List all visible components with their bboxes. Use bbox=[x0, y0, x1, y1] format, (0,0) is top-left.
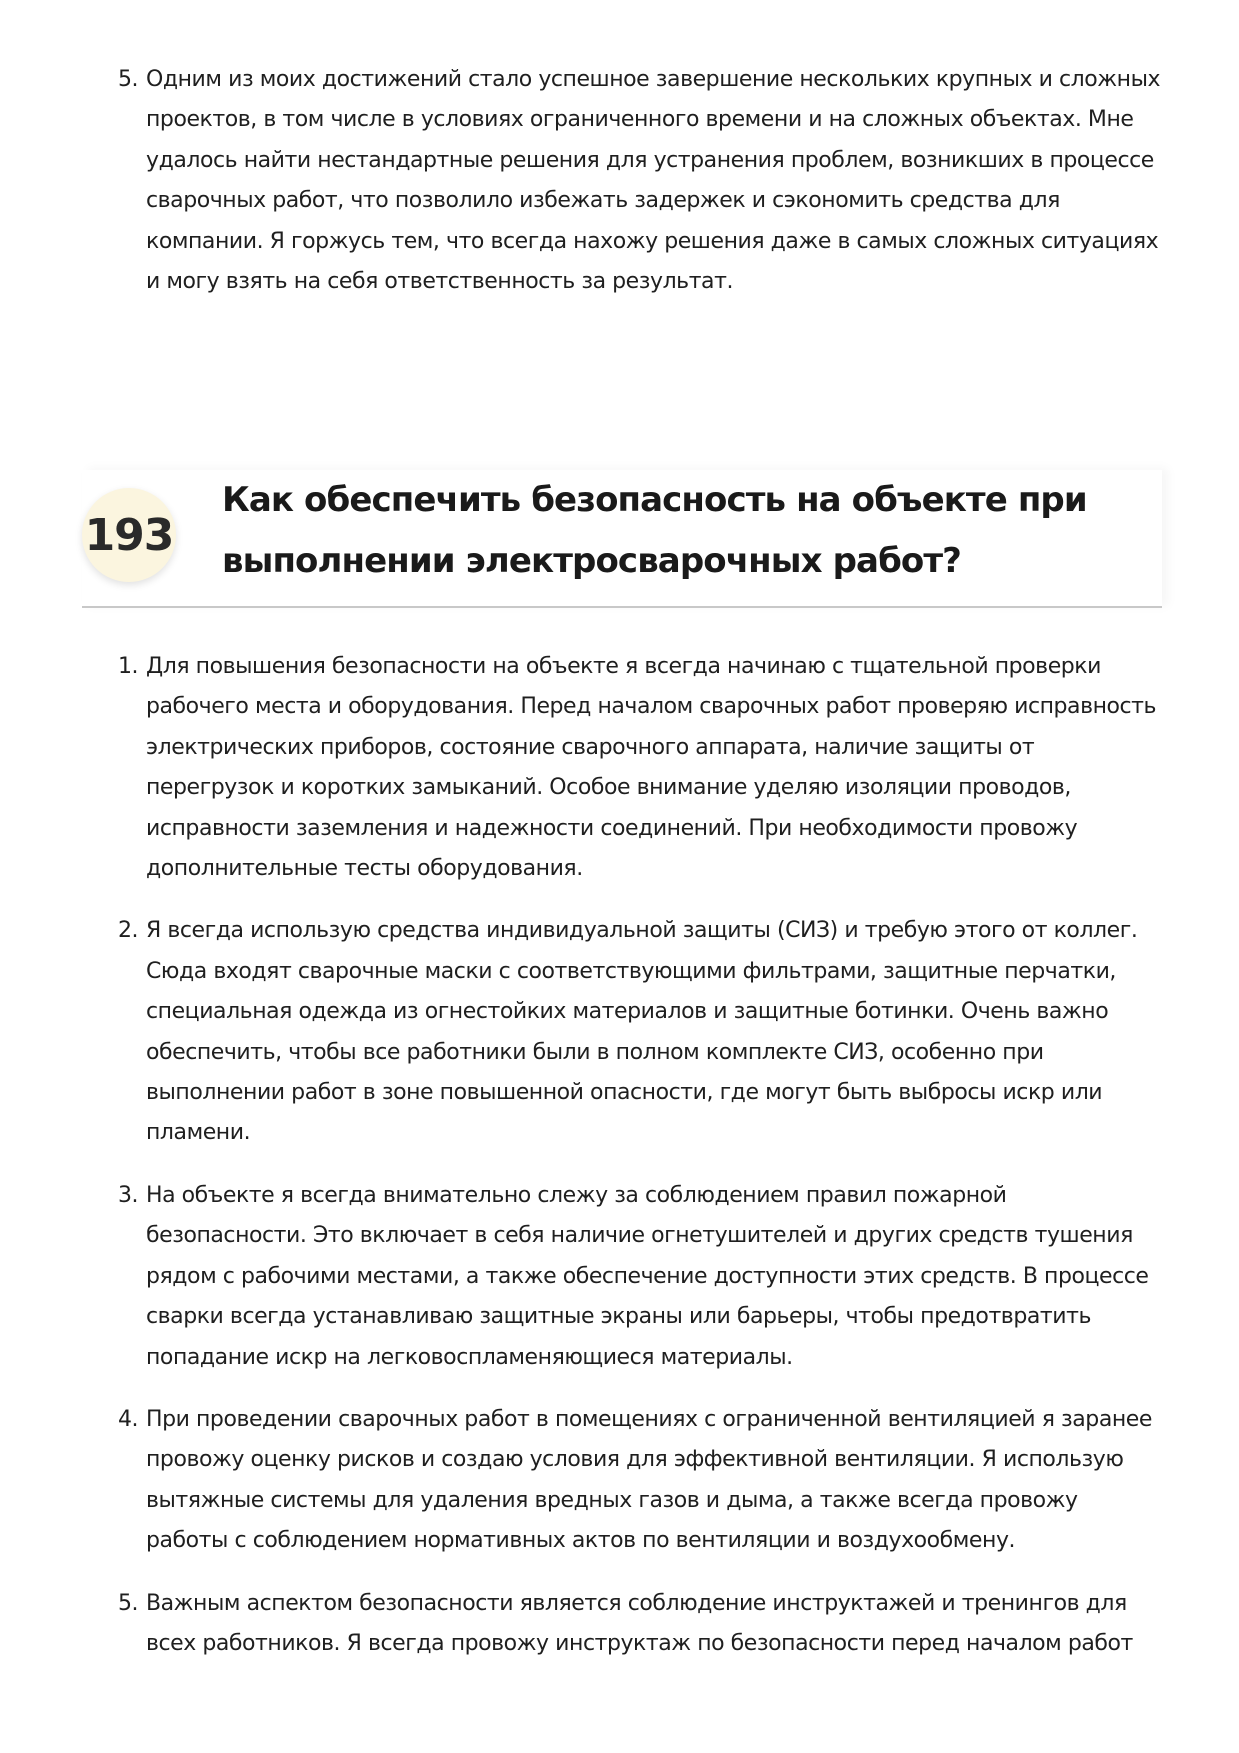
list-item bbox=[0, 1584, 1166, 1665]
previous-answer-list bbox=[0, 60, 1239, 324]
question-number-badge bbox=[82, 488, 176, 582]
question-title: Как обеспечить безопасность на объекте при выполнении электросварочных работ? bbox=[222, 480, 1087, 581]
question-header bbox=[82, 470, 1162, 608]
list-item-text: Одним из моих достижений стало успешное завершение нескольких крупных и сложных проектов, в том числе в условиях ограниченного времени и на сложных объектах. Мне удалось найти нестандартные решения для устранения проблем, возникших в процессе сварочных работ, что позволило избежать задержек и сэкономить средства для компании. Я горжусь тем, что всегда нахожу решения даже в самых сложных ситуациях и могу взять на себя ответственность за результат. bbox=[146, 67, 1161, 295]
answer-list bbox=[0, 647, 1239, 1686]
list-item-number: 5. bbox=[118, 1590, 139, 1616]
list-item-number: 4. bbox=[118, 1406, 139, 1432]
list-item-number: 1. bbox=[118, 654, 139, 679]
list-item-text: На объекте я всегда внимательно слежу за соблюдением правил пожарной безопасности. Это включает в себя наличие огнетушителей и других средств тушения рядом с рабочими местами, а также обеспечение доступности этих средств. В процессе сварки всегда устанавливаю защитные экраны или барьеры, чтобы предотвратить попадание искр на легковоспламеняющиеся материалы. bbox=[146, 1182, 1149, 1370]
list-item bbox=[0, 1176, 1166, 1378]
list-item-text: Я всегда использую средства индивидуальной защиты (СИЗ) и требую этого от коллег. Сюда входят сварочные маски с соответствующими фильтрами, защитные перчатки, специальная одежда из огнестойких материалов и защитные ботинки. Очень важно обеспечить, чтобы все работники были в полном комплекте СИЗ, особенно при выполнении работ в зоне повышенной опасности, где могут быть выбросы искр или пламени. bbox=[146, 918, 1138, 1146]
question-number: 193 bbox=[84, 509, 174, 561]
list-item-number: 3. bbox=[118, 1182, 139, 1208]
list-item bbox=[0, 1400, 1166, 1562]
list-item-text: Важным аспектом безопасности является соблюдение инструктажей и тренингов для всех работников. Я всегда провожу инструктаж по безопасности перед началом работ bbox=[146, 1590, 1133, 1656]
list-item-text: При проведении сварочных работ в помещениях с ограниченной вентиляцией я заранее провожу оценку рисков и создаю условия для эффективной вентиляции. Я использую вытяжные системы для удаления вредных газов и дыма, а также всегда провожу работы с соблюдением нормативных актов по вентиляции и воздухообмену. bbox=[146, 1406, 1152, 1554]
list-item bbox=[0, 647, 1166, 889]
list-item-number: 2. bbox=[118, 918, 139, 944]
list-item bbox=[0, 60, 1166, 302]
list-item bbox=[0, 911, 1166, 1153]
list-item-text: Для повышения безопасности на объекте я всегда начинаю с тщательной проверки рабочего места и оборудования. Перед началом сварочных работ проверяю исправность электрических приборов, состояние сварочного аппарата, наличие защиты от перегрузок и коротких замыканий. Особое внимание уделяю изоляции проводов, исправности заземления и надежности соединений. При необходимости провожу дополнительные тесты оборудования. bbox=[146, 654, 1157, 882]
list-item-number: 5. bbox=[118, 67, 139, 92]
